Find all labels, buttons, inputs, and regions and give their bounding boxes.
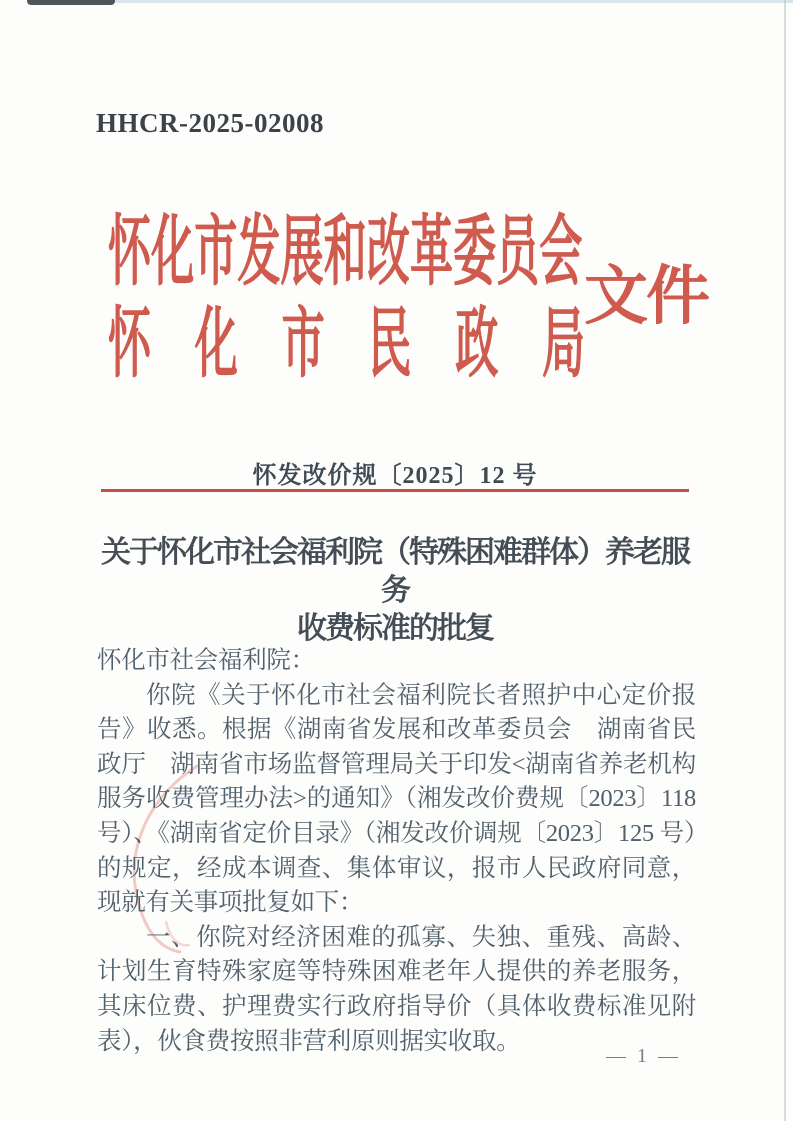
body-paragraph: 一、你院对经济困难的孤寡、失独、重残、高龄、计划生育特殊家庭等特殊困难老年人提供的养老服务，其床位费、护理费实行政府指导价（具体收费标准见附表），伙食费按照非营利原则据实收取。	[97, 923, 696, 1055]
title-line-1: 关于怀化市社会福利院（特殊困难群体）养老服务	[101, 536, 689, 607]
letterhead-divider	[101, 489, 689, 492]
document-title	[95, 534, 695, 648]
salutation: 怀化市社会福利院：	[97, 647, 315, 674]
document-body	[97, 644, 696, 1059]
page-number: — 1 —	[606, 1045, 681, 1067]
document-code: HHCR-2025-02008	[96, 108, 324, 138]
scan-right-edge	[784, 0, 786, 1121]
reference-number: 怀发改价规〔2025〕12 号	[252, 463, 538, 489]
letterhead-doc-type: 文件	[584, 261, 708, 332]
scan-smudge-artifact	[27, 0, 115, 5]
scan-top-edge-tint	[115, 0, 793, 3]
letterhead-issuer-line2: 怀化市民政局	[108, 301, 629, 387]
body-paragraph: 你院《关于怀化市社会福利院长者照护中心定价报告》收悉。根据《湖南省发展和改革委员会 湖南省民政厅 湖南省市场监督管理局关于印发<湖南省养老机构服务收费管理办法>的通知》（湘发改价费规〔2023〕118 号）、《湖南省定价目录》（湘发改价调规〔2023〕125 号）的规定，经成本调查、集体审议，报市人民政府同意，现就有关事项批复如下：	[97, 681, 696, 917]
title-line-2: 收费标准的批复	[297, 612, 493, 645]
letterhead-issuer-line1: 怀化市发展和改革委员会	[108, 209, 583, 295]
